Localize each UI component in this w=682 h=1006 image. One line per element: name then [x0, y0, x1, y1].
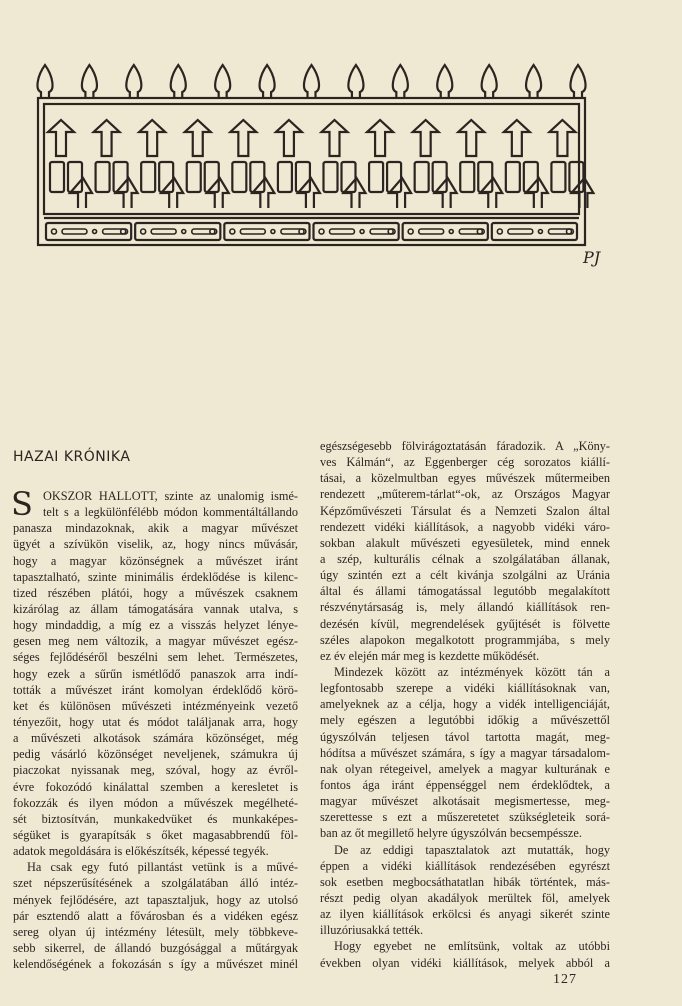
text-line: illuzóriusakká tették.: [320, 923, 424, 938]
arrow-motif: [139, 120, 165, 156]
text-line: széles alapokon megalkotott programmjába, s mely: [320, 632, 610, 647]
band-box: [403, 223, 488, 240]
text-line: tized részében plátói, hogy a művészek csaknem: [13, 585, 298, 600]
text-line: ez év elején már meg is kezdette működését.: [320, 648, 540, 663]
cell-motif: [415, 162, 429, 192]
band-box: [224, 223, 309, 240]
band-dash: [508, 229, 533, 234]
text-line: kizárólag az állam támogatására vannak utalva, s: [13, 601, 298, 616]
spire: [393, 65, 408, 98]
artist-monogram: PJ: [583, 248, 601, 267]
text-line: sebb sikerrel, de állandó buzgósággal a műtárgyak: [13, 940, 298, 955]
arrow-motif: [367, 120, 393, 156]
text-line: ket és különösen művészeti intézményeink vezető: [13, 698, 298, 713]
text-line: magyar művészet alkotásait megismertesse, meg-: [320, 794, 610, 809]
text-line: dezésén kívül, megrendelések gyűjtését is fölvette: [320, 616, 610, 631]
cell-motif: [232, 162, 246, 192]
band-dot: [408, 229, 413, 234]
arrow-motif: [458, 120, 484, 156]
band-dot: [299, 229, 304, 234]
text-line: gesen meg nem változik, a magyar művészet egész-: [13, 634, 298, 649]
spire: [171, 65, 186, 98]
text-line: ban az őt megillető helyre úgyszólván becsempéssze.: [320, 826, 582, 841]
text-line: séges fejlődéséről beszélni sem lehet. Természetes,: [13, 650, 298, 665]
text-line: tották a művészet iránt komolyan érdeklődő körö-: [13, 682, 298, 697]
text-line: rendezett „műterem-tárlat“-ok, az Országos Magyar: [320, 487, 610, 502]
spire: [304, 65, 319, 98]
spire: [348, 65, 363, 98]
band-dot: [567, 229, 572, 234]
text-line: részt pedig olyan akadályok merültek föl, amelyek: [320, 890, 610, 905]
text-line: éppen a vidéki kiállítások rendezésében egyrészt: [320, 858, 610, 873]
text-line: mények fejlődésére, azt tapasztaljuk, hogy az utolsó: [13, 892, 298, 907]
text-line: sét biztosítván, munkakedvüket és munkaképes-: [13, 811, 298, 826]
text-line: a szép, kulturális célnak a szolgálatában állanak,: [320, 551, 610, 566]
left-text-column: [11, 485, 298, 972]
arrow-motif: [413, 120, 439, 156]
text-line: Hogy egyebet ne említsünk, voltak az utóbbi: [334, 939, 610, 954]
text-line: Mindezek között az intézmények között tán a: [334, 664, 610, 679]
band-dot: [319, 229, 324, 234]
arrow-motif: [185, 120, 211, 156]
cell-motif: [324, 162, 338, 192]
text-line: OKSZOR HALLOTT, szinte az unalomig ismé-: [43, 489, 298, 503]
band-dot: [52, 229, 57, 234]
spire: [526, 65, 541, 98]
text-line: sok esetben megbocsáthatatlan hibák történtek, más-: [320, 874, 610, 889]
text-line: szerettesse s ezt a műszeretetet szükségleteik sorá-: [320, 810, 610, 825]
text-line: ves Kálmán“, az Eggenberger cég sorozatos kiállí-: [320, 455, 610, 470]
text-line: hogy ezek a sűrűn ismétlődő panaszok arra indí-: [13, 666, 298, 681]
arrow-motif: [48, 120, 74, 156]
text-line: a művészeti alkotások számára közönséget, még: [13, 731, 298, 746]
spire: [126, 65, 141, 98]
text-line: által és állami támogatással legutóbb megalakított: [320, 584, 610, 599]
spire: [482, 65, 497, 98]
cell-motif: [141, 162, 155, 192]
page-number: 127: [553, 972, 577, 987]
cell-motif: [278, 162, 292, 192]
band-dot: [388, 229, 393, 234]
decorative-header-ornament: [0, 0, 682, 280]
text-line: évre fokozódó kinálattal szemben a keresletet is: [13, 779, 298, 794]
band-box: [135, 223, 220, 240]
text-line: sokban alakult művészeti egyesületek, mind ennek: [320, 535, 610, 550]
text-line: pár esztendő alatt a fővárosban és a vidéken egész: [13, 908, 298, 923]
spire: [260, 65, 275, 98]
text-line: legfontosabb szerepe a vidéki kiállításoknak van,: [320, 681, 610, 696]
arrow-motif: [230, 120, 256, 156]
text-line: rendezett vidéki kiállítások, a nagyobb vidéki váro-: [320, 519, 610, 534]
arrow-motif: [504, 120, 530, 156]
text-line: adatok megoldására is előkészítsék, képessé tegyék.: [13, 844, 269, 859]
arrow-motif: [276, 120, 302, 156]
band-dot: [538, 230, 542, 234]
band-dot: [141, 229, 146, 234]
band-dash: [62, 229, 87, 234]
band-dot: [271, 230, 275, 234]
cell-motif: [96, 162, 110, 192]
band-dash: [330, 229, 355, 234]
cell-motif: [460, 162, 474, 192]
section-title: HAZAI KRÓNIKA: [13, 449, 131, 465]
band-dash: [240, 229, 265, 234]
text-line: úgyszólván teljesen távol tartotta magát, meg-: [320, 729, 610, 744]
text-line: sereg olyan új intézmény létesült, mely többkeve-: [13, 924, 298, 939]
text-line: szet népszerűsítésének a szolgálatában álló intéz-: [13, 876, 298, 891]
text-line: panasza mindazoknak, akik a magyar művészet: [13, 521, 298, 536]
right-text-column: [320, 438, 610, 971]
spire: [437, 65, 452, 98]
band-dot: [449, 230, 453, 234]
text-line: hogy mindaddig, a míg ez a visszás helyzet lénye-: [13, 618, 298, 633]
band-dot: [182, 230, 186, 234]
arrow-motif: [322, 120, 348, 156]
cell-motif: [50, 162, 64, 192]
cell-motif: [551, 162, 565, 192]
band-dash: [151, 229, 176, 234]
text-line: Ha csak egy futó pillantást vetünk is a művé-: [27, 860, 298, 875]
spire: [215, 65, 230, 98]
spire: [38, 65, 53, 98]
text-line: úgy szintén ezt a célt kivánja szolgálni az Uránia: [320, 568, 610, 583]
drop-cap: S: [11, 485, 33, 523]
cell-motif: [506, 162, 520, 192]
text-line: tényezőit, hogy utat és módot találjanak arra, hogy: [13, 714, 298, 729]
text-line: egészségesebb fölvirágoztatásán fáradozik. A „Köny-: [320, 439, 610, 453]
band-dot: [497, 229, 502, 234]
band-dot: [477, 229, 482, 234]
band-box: [46, 223, 131, 240]
band-box: [314, 223, 399, 240]
text-line: hódítsa a művészet számára, s így a magyar társadalom-: [320, 745, 610, 760]
band-dot: [210, 229, 215, 234]
arrow-motif: [549, 120, 575, 156]
band-box: [492, 223, 577, 240]
text-line: az ilyen kiállítások erkölcsi és anyagi sikerét szinte: [320, 907, 610, 922]
band-dot: [360, 230, 364, 234]
band-dot: [121, 229, 126, 234]
text-line: kelendőségének a fokozásán s így a művészet minél: [13, 957, 298, 972]
cell-motif: [187, 162, 201, 192]
text-line: fokozzák és ilyen módon a művészek megélheté-: [13, 795, 298, 810]
text-line: Képzőművészeti Társulat és a Nemzeti Szalon által: [320, 503, 610, 518]
spire: [82, 65, 97, 98]
text-line: piaczokat nyissanak meg, szóval, hogy az évről-: [13, 763, 298, 778]
band-dash: [419, 229, 444, 234]
text-line: ügyét a szívükön viselik, az, hogy nincs művásár,: [13, 537, 298, 552]
band-dot: [230, 229, 235, 234]
text-line: telt s a legkülönfélébb módon kommentáltállando: [43, 505, 298, 520]
arrow-motif: [94, 120, 120, 156]
text-line: években olyan vidéki kiállítások, melyek abból a: [320, 955, 610, 970]
text-line: nak olyan rétegeivel, amelyek a magyar kulturának e: [320, 761, 610, 776]
text-line: részvénytársaság is, mely állandó kiállítások ren-: [320, 600, 610, 615]
text-line: pedig vásárló közönséget neveljenek, számukra új: [13, 747, 298, 762]
cell-motif: [369, 162, 383, 192]
text-line: mely egészen a legutóbbi időkig a művészettől: [320, 713, 610, 728]
text-line: hogy a magyar közönségnek a művészet iránt: [13, 553, 298, 568]
text-line: tapasztalható, szinte minimális érdeklődése is kilenc-: [13, 569, 298, 584]
text-line: fontos ága iránt éppenséggel nem érdeklődtek, a: [320, 777, 610, 792]
text-line: De az eddigi tapasztalatok azt mutatták, hogy: [334, 842, 610, 857]
spire: [571, 65, 586, 98]
text-line: ségüket is gyarapítsák s őket magasabbrendű föl-: [13, 827, 298, 842]
band-dot: [93, 230, 97, 234]
text-line: tásai, a közelmultban egyes művészek műtermeiben: [320, 471, 610, 486]
text-line: amelyeknek az a célja, hogy a vidék intelligenciáját,: [320, 697, 610, 712]
